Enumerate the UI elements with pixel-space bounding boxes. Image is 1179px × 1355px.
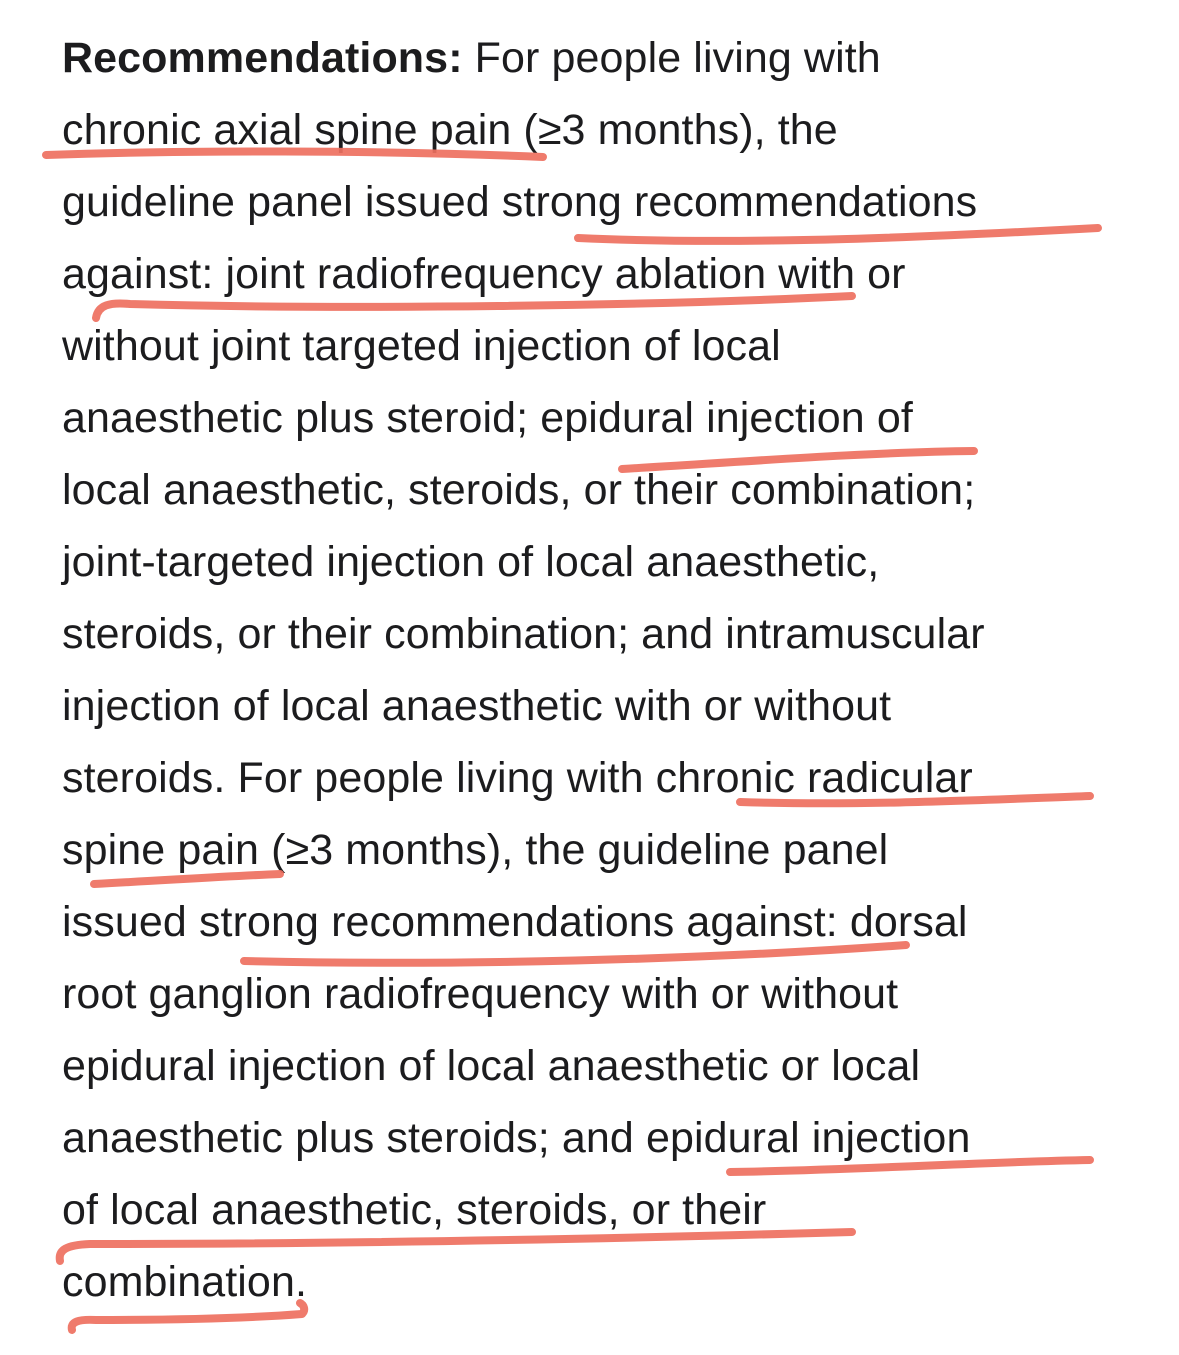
- paragraph-line-14: root ganglion radiofrequency with or without: [62, 970, 899, 1018]
- line-text: For people living with: [462, 34, 881, 82]
- paragraph-line-1: [62, 22, 881, 94]
- paragraph-line-17: of local anaesthetic, steroids, or their: [62, 1186, 767, 1234]
- paragraph-line-3: guideline panel issued strong recommendations: [62, 178, 978, 226]
- paragraph-line-12: spine pain (≥3 months), the guideline panel: [62, 826, 889, 874]
- recommendations-heading: Recommendations:: [62, 34, 463, 82]
- paragraph-line-15: epidural injection of local anaesthetic or local: [62, 1042, 921, 1090]
- paragraph-line-8: joint-targeted injection of local anaesthetic,: [62, 538, 880, 586]
- paragraph-line-9: steroids, or their combination; and intramuscular: [62, 610, 985, 658]
- paragraph-line-13: issued strong recommendations against: dorsal: [62, 898, 968, 946]
- paragraph-line-16: anaesthetic plus steroids; and epidural injection: [62, 1114, 971, 1162]
- paragraph-line-18: combination.: [62, 1258, 308, 1306]
- paragraph-line-6: anaesthetic plus steroid; epidural injection of: [62, 394, 913, 442]
- paragraph-line-10: injection of local anaesthetic with or without: [62, 682, 892, 730]
- paragraph-line-4: against: joint radiofrequency ablation with or: [62, 250, 906, 298]
- paragraph-line-7: local anaesthetic, steroids, or their combination;: [62, 466, 976, 514]
- paragraph-line-2: chronic axial spine pain (≥3 months), the: [62, 106, 838, 154]
- paragraph-line-11: steroids. For people living with chronic radicular: [62, 754, 973, 802]
- paragraph-line-5: without joint targeted injection of local: [62, 322, 781, 370]
